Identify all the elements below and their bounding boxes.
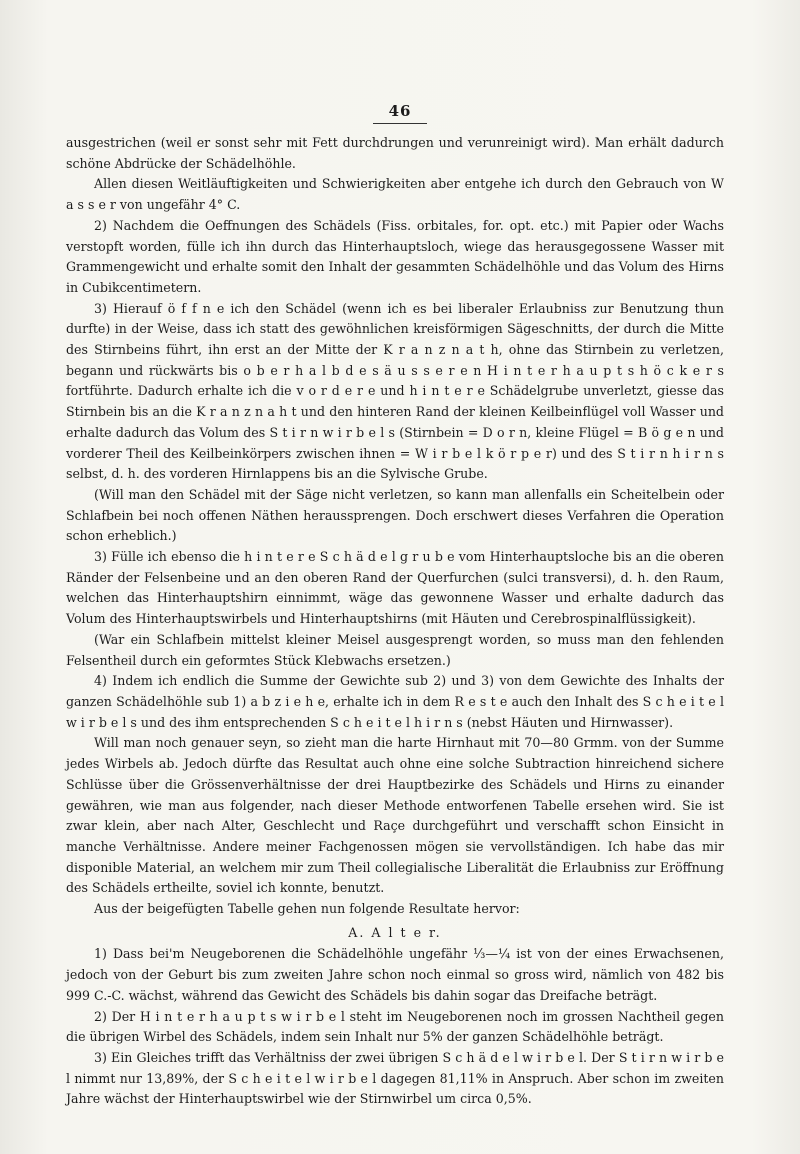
paragraph: Aus der beigefügten Tabelle gehen nun folgende Resultate hervor: (94, 901, 520, 917)
paragraph: (Will man den Schädel mit der Säge nicht verletzen, so kann man allenfalls ein Scheitelbein oder Schlafbein bei noch offenen Näthen heraussprengen. Doch erschwert dieses Verfahren die Operation schon erheblich.) (66, 486, 724, 544)
page-number-rule (373, 123, 427, 124)
paragraph: 4) Indem ich endlich die Summe der Gewichte sub 2) und 3) von dem Gewichte des Inhalts der ganzen Schädelhöhle sub 1) a b z i e h e, erhalte ich in dem R e s t e auch den Inhalt des S c h e i t e l w i r b e l s und des ihm entsprechenden S c h e i t e l h i r n s (nebst Häuten und Hirnwasser). (66, 673, 724, 730)
body-text (66, 133, 724, 1110)
paragraph: Will man noch genauer seyn, so zieht man die harte Hirnhaut mit 70—80 Grmm. von der Summe jedes Wirbels ab. Jedoch dürfte das Resultat auch ohne eine solche Subtraction hinreichend sichere Schlüsse über die Grössenverhältnisse der drei Hauptbezirke des Schädels und Hirns zu einander gewähren, wie man aus folgender, nach dieser Methode entworfenen Tabelle ersehen wird. Sie ist zwar klein, aber nach Alter, Geschlecht und Raçe durchgeführt und verschafft schon Einsicht in manche Verhältnisse. Andere meiner Fachgenossen mögen sie vervollständigen. Ich habe das mir disponible Material, an welchem mir zum Theil collegialische Liberalität die Erlaubniss zur Eröffnung des Schädels ertheilte, soviel ich konnte, benutzt. (66, 735, 724, 896)
paragraph: (War ein Schlafbein mittelst kleiner Meisel ausgesprengt worden, so muss man den fehlenden Felsentheil durch ein geformtes Stück Klebwachs ersetzen.) (66, 631, 724, 668)
section-heading: A. A l t e r. (348, 924, 442, 940)
paragraph: ausgestrichen (weil er sonst sehr mit Fett durchdrungen und verunreinigt wird). Man erhält dadurch schöne Abdrücke der Schädelhöhle. (66, 135, 724, 171)
paragraph: 3) Fülle ich ebenso die h i n t e r e S c h ä d e l g r u b e vom Hinterhauptsloche bis an die oberen Ränder der Felsenbeine und an den oberen Rand der Querfurchen (sulci transversi), d. h. den Raum, welchen das Hinterhauptshirn einnimmt, wäge das gewonnene Wasser und erhalte dadurch das Volum des Hinterhauptswirbels und Hinterhauptshirns (mit Häuten und Cerebrospinalflüssigkeit). (66, 549, 724, 627)
paragraph: 2) Der H i n t e r h a u p t s w i r b e l steht im Neugeborenen noch im grossen Nachtheil gegen die übrigen Wirbel des Schädels, indem sein Inhalt nur 5% der ganzen Schädelhöhle beträgt. (66, 1008, 724, 1045)
paragraph: 3) Ein Gleiches trifft das Verhältniss der zwei übrigen S c h ä d e l w i r b e l. Der S t i r n w i r b e l nimmt nur 13,89%, der S c h e i t e l w i r b e l dagegen 81,11% in Anspruch. Aber schon im zweiten Jahre wächst der Hinterhauptswirbel wie der Stirnwirbel um circa 0,5%. (66, 1049, 724, 1107)
paragraph: 3) Hierauf ö f f n e ich den Schädel (wenn ich es bei liberaler Erlaubniss zur Benutzung thun durfte) in der Weise, dass ich statt des gewöhnlichen kreisförmigen Sägeschnitts, der durch die Mitte des Stirnbeins führt, ihn erst an der Mitte der K r a n z n a t h, ohne das Stirnbein zu verletzen, begann und rückwärts bis o b e r h a l b d e s ä u s s e r e n H i n t e r h a u p t s h ö c k e r s fortführte. Dadurch erhalte ich die v o r d e r e und h i n t e r e Schädelgrube unverletzt, giesse das Stirnbein bis an die K r a n z n a h t und den hinteren Rand der kleinen Keilbeinflügel voll Wasser und erhalte dadurch das Volum des S t i r n w i r b e l s (Stirnbein = D o r n, kleine Flügel = B ö g e n und vorderer Theil des Keilbeinkörpers zwischen ihnen = W i r b e l k ö r p e r) und des S t i r n h i r n s selbst, d. h. des vorderen Hirnlappens bis an die Sylvische Grube. (66, 300, 724, 482)
paragraph: Allen diesen Weitläuftigkeiten und Schwierigkeiten aber entgehe ich durch den Gebrauch von W a s s e r von ungefähr 4° C. (66, 176, 724, 213)
paragraph: 1) Dass bei'm Neugeborenen die Schädelhöhle ungefähr ⅓—¼ ist von der eines Erwachsenen, jedoch von der Geburt bis zum zweiten Jahre schon noch einmal so gross wird, nämlich von 482 bis 999 C.-C. wächst, während das Gewicht des Schädels bis dahin sogar das Dreifache beträgt. (66, 946, 724, 1003)
page-number: 46 (388, 102, 412, 120)
paragraph: 2) Nachdem die Oeffnungen des Schädels (Fiss. orbitales, for. opt. etc.) mit Papier oder Wachs verstopft worden, fülle ich ihn durch das Hinterhauptsloch, wiege das herausgegossene Wasser mit Grammengewicht und erhalte somit den Inhalt der gesammten Schädelhöhle und das Volum des Hirns in Cubikcentimetern. (66, 217, 724, 295)
